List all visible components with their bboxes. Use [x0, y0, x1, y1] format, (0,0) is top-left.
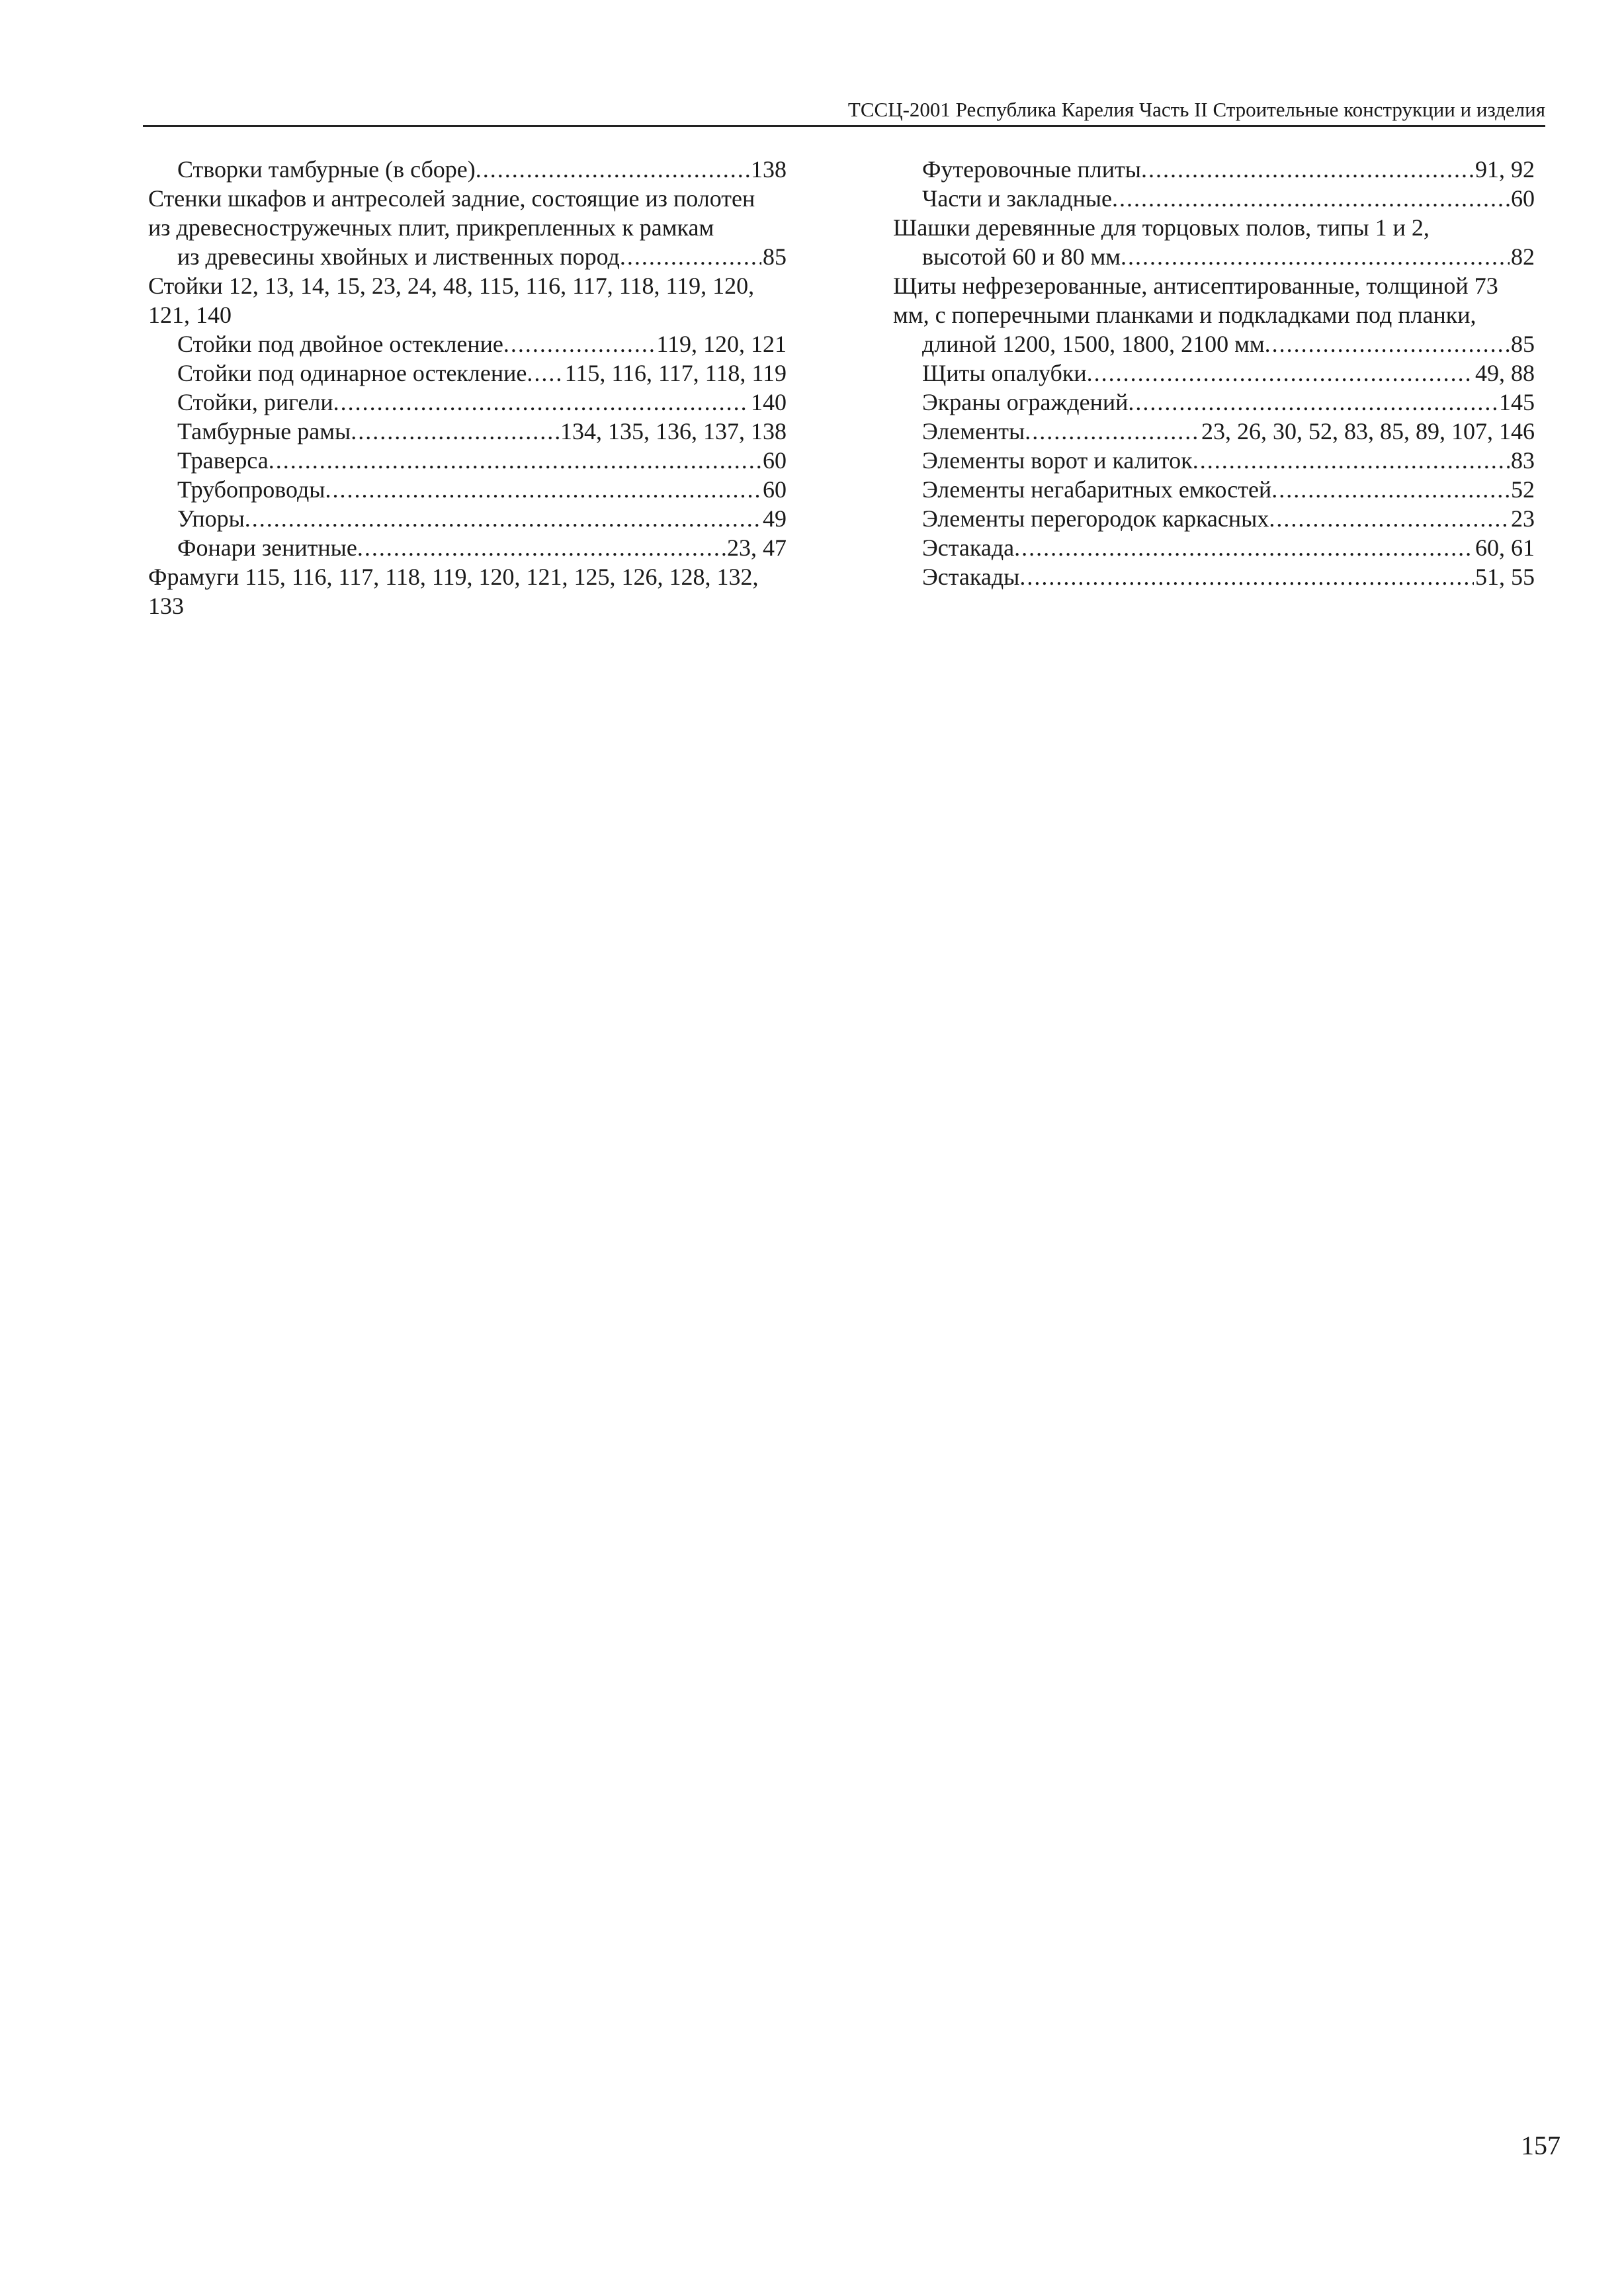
- dot-leader: [1271, 475, 1510, 504]
- index-page-refs: 23, 26, 30, 52, 83, 85, 89, 107, 146: [1201, 418, 1535, 445]
- index-page-refs: 52: [1511, 476, 1535, 503]
- index-term: Футеровочные плиты: [922, 156, 1141, 183]
- index-entry: [148, 271, 787, 329]
- index-term: Элементы негабаритных емкостей: [922, 476, 1272, 503]
- index-page-refs: 134, 135, 136, 137, 138: [560, 418, 787, 445]
- index-column-right: [893, 155, 1535, 591]
- index-term: из древесины хвойных и лиственных пород: [177, 243, 620, 270]
- index-entry-line: [922, 533, 1535, 562]
- index-term: Части и закладные: [922, 185, 1112, 212]
- index-entry-line: [148, 184, 787, 213]
- dot-leader: [1019, 562, 1474, 591]
- index-entry: [148, 417, 787, 446]
- index-page-refs: 145: [1499, 389, 1535, 415]
- running-header: [143, 98, 1545, 127]
- index-entry-line: [177, 242, 787, 271]
- index-entry: [148, 533, 787, 562]
- index-entry-line: [922, 359, 1535, 388]
- index-entry: [148, 504, 787, 533]
- index-entry-line: [177, 388, 787, 417]
- index-term: длиной 1200, 1500, 1800, 2100 мм: [922, 331, 1265, 357]
- index-page-refs: 83: [1511, 447, 1535, 474]
- index-page-refs: 140: [751, 389, 787, 415]
- index-entry-line: [148, 300, 787, 329]
- dot-leader: [351, 417, 559, 446]
- dot-leader: [1141, 155, 1474, 184]
- index-term: мм, с поперечными планками и подкладками под планки,: [893, 302, 1476, 328]
- index-page-refs: 82: [1511, 243, 1535, 270]
- index-entry: [893, 417, 1535, 446]
- index-entry-line: [177, 155, 787, 184]
- index-entry-line: [922, 329, 1535, 359]
- index-term: Траверса: [177, 447, 269, 474]
- index-entry: [893, 562, 1535, 591]
- index-page-refs: 60: [763, 447, 787, 474]
- index-entry-line: [177, 359, 787, 388]
- index-entry-line: [922, 504, 1535, 533]
- index-term: Тамбурные рамы: [177, 418, 351, 445]
- index-entry: [893, 388, 1535, 417]
- index-entry-line: [922, 184, 1535, 213]
- index-term: Щиты опалубки: [922, 360, 1087, 386]
- dot-leader: [269, 446, 761, 475]
- index-entry: [148, 329, 787, 359]
- index-entry-line: [148, 213, 787, 242]
- index-term: Упоры: [177, 505, 245, 532]
- index-term: Створки тамбурные (в сборе): [177, 156, 476, 183]
- dot-leader: [357, 533, 726, 562]
- index-term: Экраны ограждений: [922, 389, 1129, 415]
- index-term: Стойки, ригели: [177, 389, 333, 415]
- index-entry: [893, 213, 1535, 271]
- index-entry-line: [148, 591, 787, 620]
- index-term: Трубопроводы: [177, 476, 325, 503]
- index-entry: [148, 184, 787, 271]
- index-entry-line: [922, 562, 1535, 591]
- index-page-refs: 49: [763, 505, 787, 532]
- index-page-refs: 60: [1511, 185, 1535, 212]
- index-entry-line: [177, 329, 787, 359]
- index-term: Элементы ворот и калиток: [922, 447, 1193, 474]
- index-entry-line: [922, 155, 1535, 184]
- index-entry-line: [922, 446, 1535, 475]
- index-term: Фрамуги 115, 116, 117, 118, 119, 120, 121, 125, 126, 128, 132,: [148, 564, 759, 590]
- index-term: Стойки под двойное остекление: [177, 331, 503, 357]
- dot-leader: [245, 504, 761, 533]
- page-number: 157: [1521, 2131, 1560, 2160]
- dot-leader: [1128, 388, 1498, 417]
- index-entry-line: [893, 213, 1535, 242]
- index-term: Стойки 12, 13, 14, 15, 23, 24, 48, 115, 116, 117, 118, 119, 120,: [148, 273, 755, 299]
- index-entry-line: [922, 417, 1535, 446]
- dot-leader: [1087, 359, 1474, 388]
- index-entry-line: [922, 475, 1535, 504]
- index-page-refs: 60, 61: [1475, 534, 1535, 561]
- index-term: Шашки деревянные для торцовых полов, типы 1 и 2,: [893, 214, 1430, 241]
- dot-leader: [1014, 533, 1474, 562]
- index-term: Стойки под одинарное остекление: [177, 360, 527, 386]
- index-term: Эстакады: [922, 564, 1020, 590]
- index-page-refs: 91, 92: [1475, 156, 1535, 183]
- index-page-refs: 138: [751, 156, 787, 183]
- dot-leader: [325, 475, 761, 504]
- index-page-refs: 51, 55: [1475, 564, 1535, 590]
- index-entry: [148, 388, 787, 417]
- index-term: 121, 140: [148, 302, 232, 328]
- index-page-refs: 115, 116, 117, 118, 119: [564, 360, 787, 386]
- index-entry-line: [177, 504, 787, 533]
- index-entry-line: [922, 388, 1535, 417]
- index-entry-line: [177, 446, 787, 475]
- dot-leader: [1265, 329, 1510, 359]
- index-entry-line: [177, 533, 787, 562]
- index-page-refs: 23: [1511, 505, 1535, 532]
- index-entry-line: [893, 271, 1535, 300]
- index-entry-line: [177, 417, 787, 446]
- index-entry-line: [922, 242, 1535, 271]
- index-entry: [148, 359, 787, 388]
- index-entry: [893, 155, 1535, 184]
- index-term: Стенки шкафов и антресолей задние, состоящие из полотен: [148, 185, 755, 212]
- index-term: из древесностружечных плит, прикрепленных к рамкам: [148, 214, 714, 241]
- index-entry: [148, 562, 787, 620]
- index-entry: [148, 446, 787, 475]
- index-entry: [893, 475, 1535, 504]
- index-entry-line: [148, 562, 787, 591]
- index-term: Щиты нефрезерованные, антисептированные, толщиной 73: [893, 273, 1498, 299]
- index-entry: [893, 184, 1535, 213]
- index-entry: [893, 446, 1535, 475]
- dot-leader: [503, 329, 655, 359]
- index-term: Элементы перегородок каркасных: [922, 505, 1269, 532]
- dot-leader: [333, 388, 749, 417]
- index-page-refs: 85: [1511, 331, 1535, 357]
- index-page-refs: 85: [763, 243, 787, 270]
- header-title: ТССЦ-2001 Республика Карелия Часть II Строительные конструкции и изделия: [847, 98, 1545, 121]
- index-page-refs: 60: [763, 476, 787, 503]
- index-entry: [148, 475, 787, 504]
- index-entry: [893, 271, 1535, 359]
- index-page-refs: 119, 120, 121: [656, 331, 787, 357]
- dot-leader: [620, 242, 761, 271]
- index-term: Эстакада: [922, 534, 1015, 561]
- index-entry: [148, 155, 787, 184]
- index-term: Элементы: [922, 418, 1025, 445]
- index-entry: [893, 359, 1535, 388]
- dot-leader: [1269, 504, 1510, 533]
- dot-leader: [527, 359, 563, 388]
- index-entry-line: [177, 475, 787, 504]
- dot-leader: [1121, 242, 1510, 271]
- index-entry: [893, 533, 1535, 562]
- index-entry-line: [148, 271, 787, 300]
- index-entry-line: [893, 300, 1535, 329]
- index-term: Фонари зенитные: [177, 534, 357, 561]
- index-entry: [893, 504, 1535, 533]
- index-page-refs: 23, 47: [727, 534, 787, 561]
- index-term: высотой 60 и 80 мм: [922, 243, 1121, 270]
- dot-leader: [476, 155, 749, 184]
- index-column-left: [148, 155, 787, 620]
- dot-leader: [1112, 184, 1510, 213]
- dot-leader: [1025, 417, 1200, 446]
- index-page-refs: 49, 88: [1475, 360, 1535, 386]
- index-term: 133: [148, 593, 184, 619]
- dot-leader: [1193, 446, 1510, 475]
